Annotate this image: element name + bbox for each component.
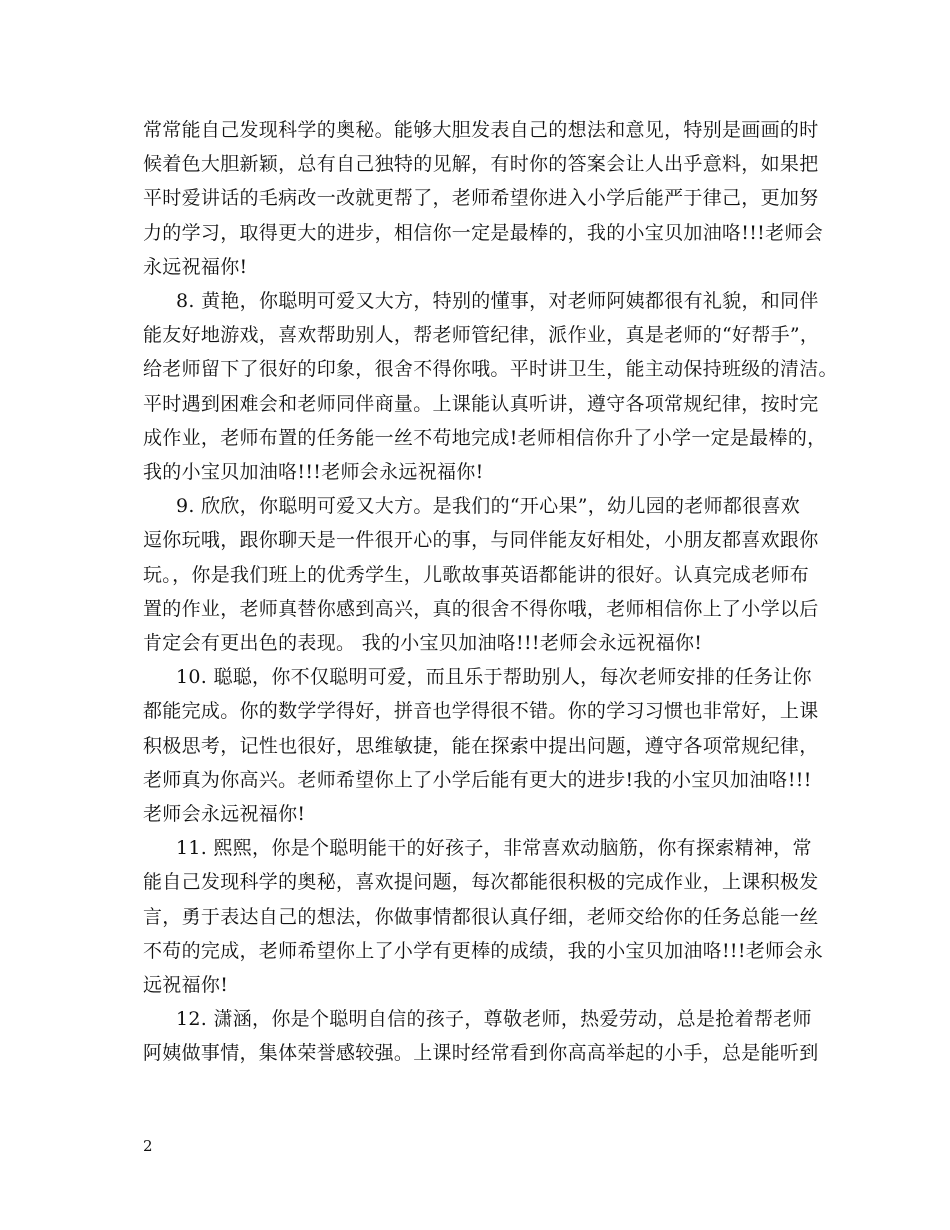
text-line: 候着色大胆新颖，总有自己独特的见解，有时你的答案会让人出乎意料，如果把 <box>143 153 819 175</box>
text-line: 11. 熙熙，你是个聪明能干的好孩子，非常喜欢动脑筋，你有探索精神，常 <box>176 837 812 859</box>
text-line: 玩。，你是我们班上的优秀学生，儿歌故事英语都能讲的很好。认真完成老师布 <box>143 564 810 586</box>
text-line: 老师真为你高兴。老师希望你上了小学后能有更大的进步!我的小宝贝加油咯!!! <box>143 769 812 791</box>
text-line: 给老师留下了很好的印象，很舍不得你哦。平时讲卫生，能主动保持班级的清洁。 <box>143 358 838 380</box>
text-line: 能友好地游戏，喜欢帮助别人，帮老师管纪律，派作业，真是老师的“好帮手”， <box>143 324 820 346</box>
text-line: 逗你玩哦，跟你聊天是一件很开心的事，与同伴能友好相处，小朋友都喜欢跟你 <box>143 529 819 551</box>
text-line: 平时爱讲话的毛病改一改就更帮了，老师希望你进入小学后能严于律己，更加努 <box>143 187 819 209</box>
text-line: 成作业，老师布置的任务能一丝不苟地完成!老师相信你升了小学一定是最棒的， <box>143 427 827 449</box>
text-line: 9. 欣欣，你聪明可爱又大方。是我们的“开心果”，幼儿园的老师都很喜欢 <box>176 495 801 517</box>
text-line: 肯定会有更出色的表现。 我的小宝贝加油咯!!!老师会永远祝福你! <box>143 632 703 654</box>
text-line: 力的学习，取得更大的进步，相信你一定是最棒的，我的小宝贝加油咯!!!老师会 <box>143 222 824 244</box>
text-line: 我的小宝贝加油咯!!!老师会永远祝福你! <box>143 461 484 483</box>
text-line: 不苟的完成，老师希望你上了小学有更棒的成绩，我的小宝贝加油咯!!!老师会永 <box>143 940 824 962</box>
text-line: 积极思考，记性也很好，思维敏捷，能在探索中提出问题，遵守各项常规纪律， <box>143 735 819 757</box>
text-line: 12. 潇涵，你是个聪明自信的孩子，尊敬老师，热爱劳动，总是抢着帮老师 <box>176 1008 812 1030</box>
text-line: 永远祝福你! <box>143 256 248 278</box>
text-line: 远祝福你! <box>143 974 229 996</box>
text-line: 阿姨做事情，集体荣誉感较强。上课时经常看到你高高举起的小手，总是能听到 <box>143 1042 819 1064</box>
text-line: 言，勇于表达自己的想法，你做事情都很认真仔细，老师交给你的任务总能一丝 <box>143 906 819 928</box>
text-line: 10. 聪聪，你不仅聪明可爱，而且乐于帮助别人，每次老师安排的任务让你 <box>176 666 812 688</box>
text-line: 平时遇到困难会和老师同伴商量。上课能认真听讲，遵守各项常规纪律，按时完 <box>143 393 819 415</box>
text-line: 老师会永远祝福你! <box>143 803 306 825</box>
text-line: 8. 黄艳，你聪明可爱又大方，特别的懂事，对老师阿姨都很有礼貌，和同伴 <box>176 290 819 312</box>
text-line: 能自己发现科学的奥秘，喜欢提问题，每次都能很积极的完成作业，上课积极发 <box>143 871 819 893</box>
page-number: 2 <box>143 1137 153 1155</box>
text-line: 常常能自己发现科学的奥秘。能够大胆发表自己的想法和意见，特别是画画的时 <box>143 119 819 141</box>
text-line: 都能完成。你的数学学得好，拼音也学得很不错。你的学习习惯也非常好，上课 <box>143 700 819 722</box>
text-line: 置的作业，老师真替你感到高兴，真的很舍不得你哦，老师相信你上了小学以后 <box>143 598 819 620</box>
